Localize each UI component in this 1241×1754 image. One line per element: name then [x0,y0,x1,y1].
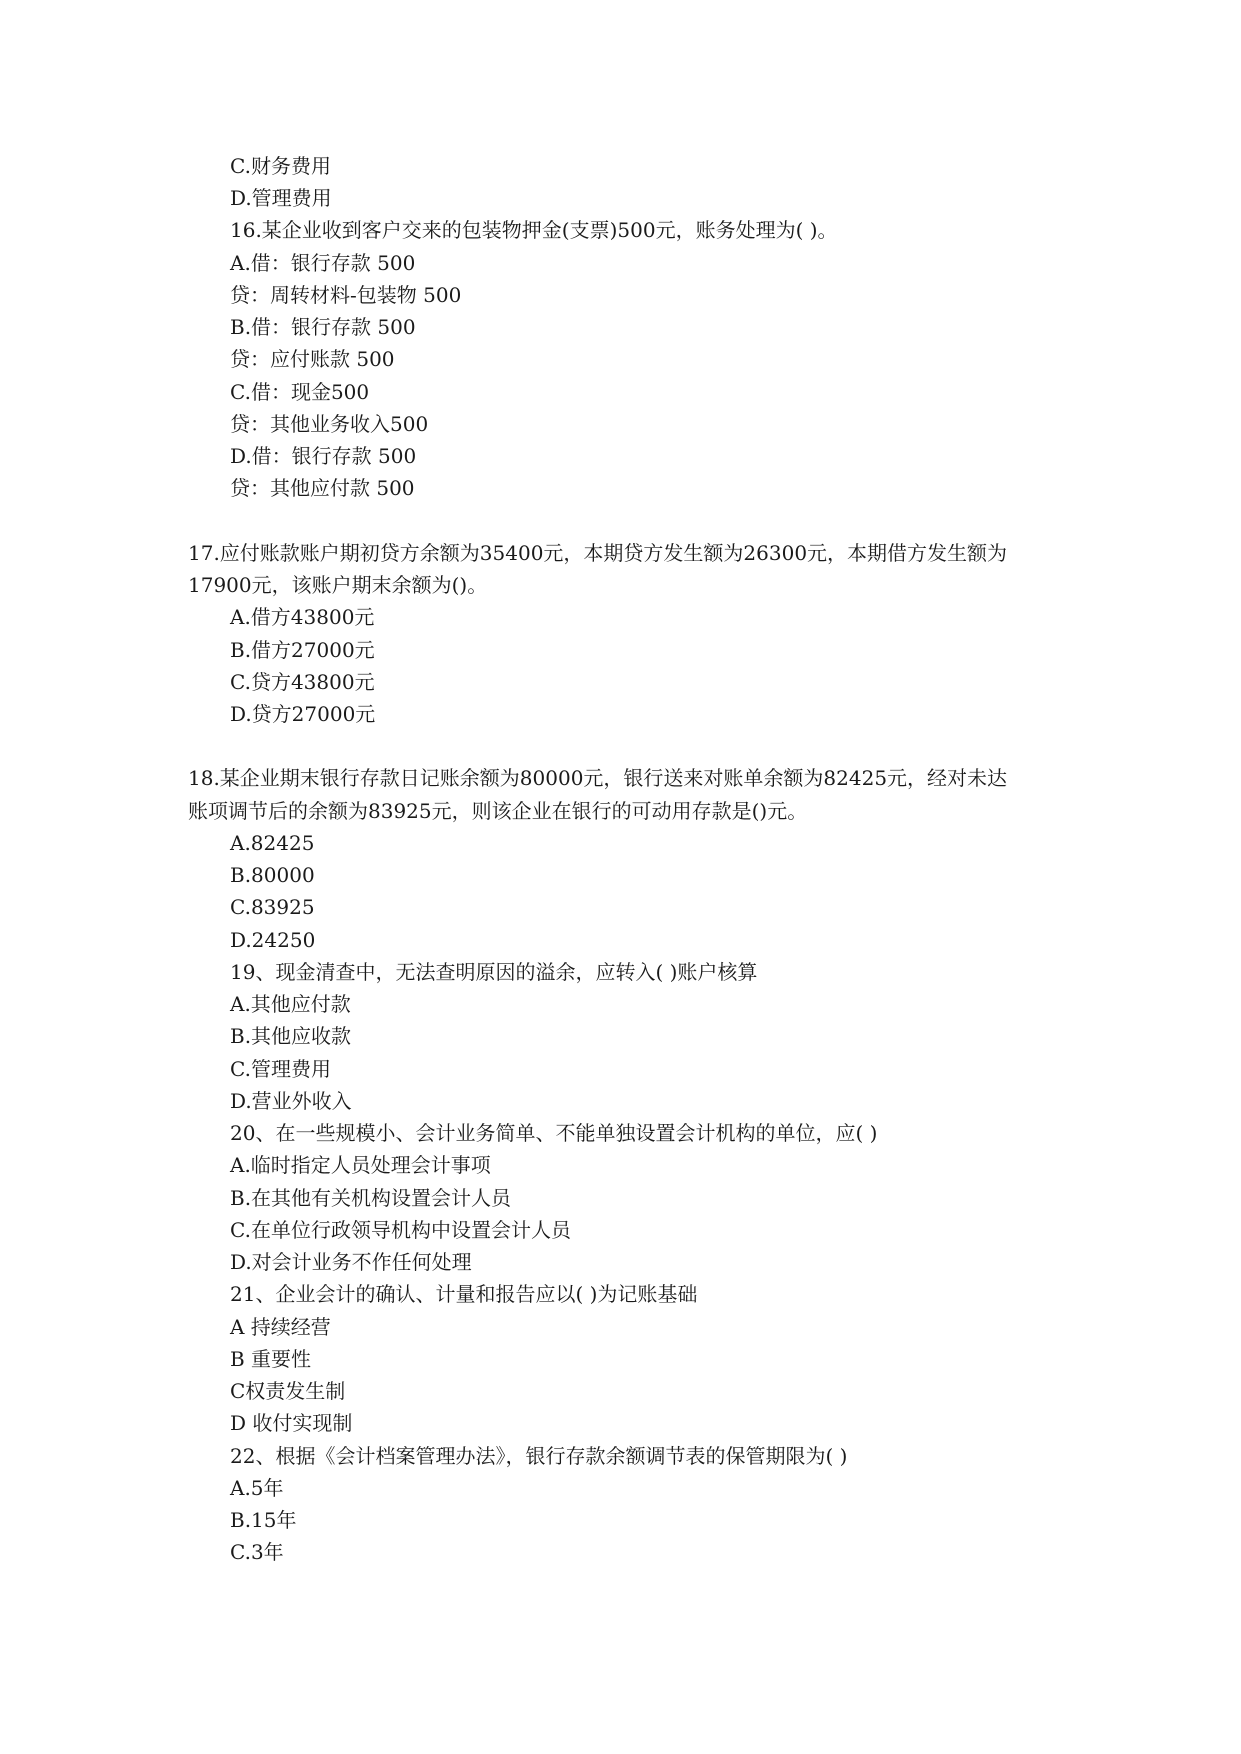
q18-stem-line1: 18.某企业期末银行存款日记账余额为80000元，银行送来对账单余额为82425元，经对未达 [188,766,1008,790]
q22-option-a: A.5年 [230,1476,284,1500]
q16-option-c-credit: 贷：其他业务收入500 [230,412,429,436]
q19-stem: 19、现金清查中，无法查明原因的溢余，应转入( )账户核算 [230,960,758,984]
q21-option-d: D 收付实现制 [230,1411,353,1435]
q18-option-b: B.80000 [230,863,315,887]
q15-option-c: C.财务费用 [230,154,331,178]
q16-option-c-debit: C.借：现金500 [230,380,370,404]
q17-option-a: A.借方43800元 [230,605,375,629]
q19-option-d: D.营业外收入 [230,1089,352,1113]
q18-option-a: A.82425 [230,831,315,855]
q18-option-c: C.83925 [230,895,315,919]
q19-option-b: B.其他应收款 [230,1024,352,1048]
q17-option-b: B.借方27000元 [230,638,375,662]
q20-stem: 20、在一些规模小、会计业务简单、不能单独设置会计机构的单位，应( ) [230,1121,878,1145]
q22-option-b: B.15年 [230,1508,297,1532]
q16-option-a-debit: A.借：银行存款 500 [230,251,416,275]
q20-option-b: B.在其他有关机构设置会计人员 [230,1186,512,1210]
q16-stem: 16.某企业收到客户交来的包装物押金(支票)500元，账务处理为( )。 [230,218,838,242]
q17-option-d: D.贷方27000元 [230,702,376,726]
q20-option-d: D.对会计业务不作任何处理 [230,1250,472,1274]
q16-option-d-credit: 贷：其他应付款 500 [230,476,415,500]
q20-option-c: C.在单位行政领导机构中设置会计人员 [230,1218,571,1242]
q18-option-d: D.24250 [230,928,316,952]
q21-option-c: C权责发生制 [230,1379,346,1403]
q21-option-b: B 重要性 [230,1347,312,1371]
q17-stem-line1: 17.应付账款账户期初贷方余额为35400元，本期贷方发生额为26300元，本期借方发生额为 [188,541,1008,565]
q22-option-c: C.3年 [230,1540,284,1564]
q15-option-d: D.管理费用 [230,186,332,210]
q16-option-a-credit: 贷：周转材料-包装物 500 [230,283,462,307]
q21-option-a: A 持续经营 [230,1315,331,1339]
q16-option-d-debit: D.借：银行存款 500 [230,444,417,468]
q18-stem-line2: 账项调节后的余额为83925元，则该企业在银行的可动用存款是()元。 [188,799,808,823]
q21-stem: 21、企业会计的确认、计量和报告应以( )为记账基础 [230,1282,698,1306]
q19-option-c: C.管理费用 [230,1057,331,1081]
q17-stem-line2: 17900元，该账户期末余额为()。 [188,573,488,597]
q20-option-a: A.临时指定人员处理会计事项 [230,1153,491,1177]
q22-stem: 22、根据《会计档案管理办法》，银行存款余额调节表的保管期限为( ) [230,1444,848,1468]
q16-option-b-credit: 贷：应付账款 500 [230,347,395,371]
q16-option-b-debit: B.借：银行存款 500 [230,315,416,339]
q17-option-c: C.贷方43800元 [230,670,375,694]
q19-option-a: A.其他应付款 [230,992,351,1016]
